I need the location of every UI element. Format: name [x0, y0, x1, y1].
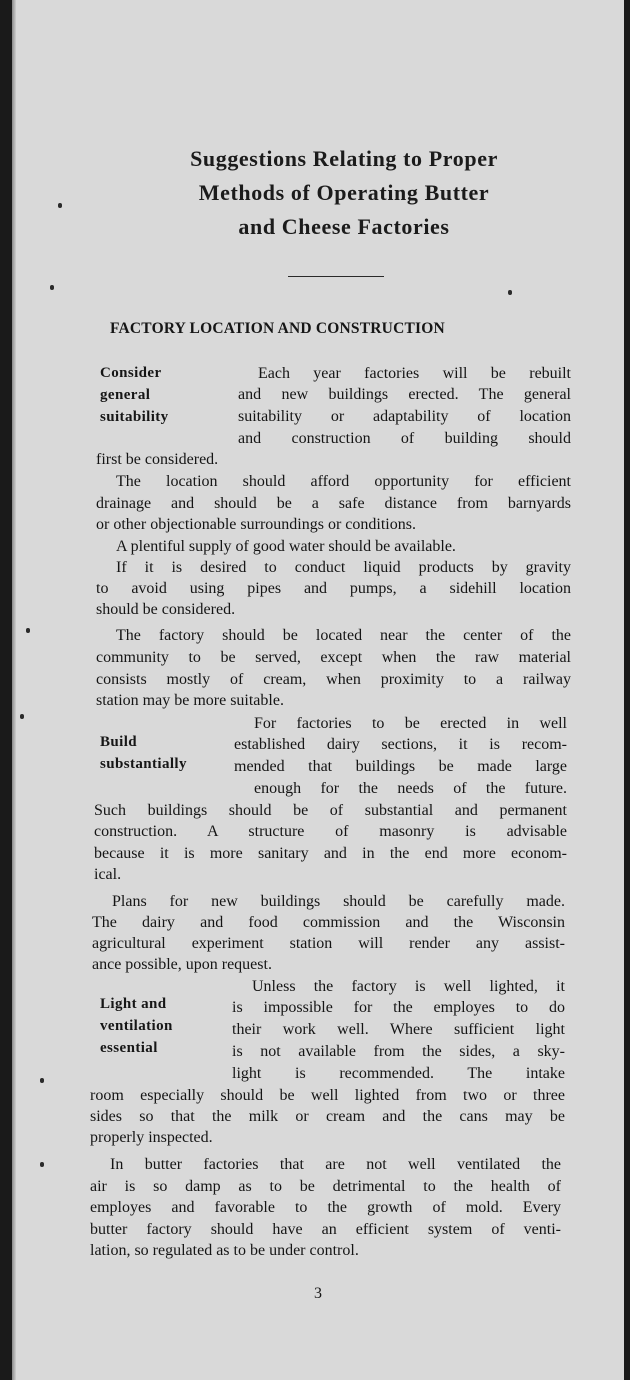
body-line: and construction of building should [238, 430, 571, 447]
body-line: employes and favorable to the growth of mold. Every [90, 1199, 561, 1216]
body-line: Plans for new buildings should be carefully made. [112, 893, 565, 910]
title-line: and Cheese Factories [238, 214, 450, 239]
body-line: Such buildings should be of substantial and permanent [94, 802, 567, 819]
side-heading-line: Build [100, 734, 138, 750]
body-line: properly inspected. [90, 1129, 213, 1146]
body-line: construction. A structure of masonry is advisable [94, 823, 567, 840]
body-line: community to be served, except when the raw material [96, 649, 571, 666]
body-line: mended that buildings be made large [234, 758, 567, 775]
body-line: ical. [94, 866, 122, 883]
body-line: suitability or adaptability of location [238, 408, 571, 425]
body-line: agricultural experiment station will render any assist- [92, 935, 565, 952]
body-line: The dairy and food commission and the Wisconsin [92, 914, 565, 931]
body-line: should be considered. [96, 601, 236, 618]
body-line: to avoid using pipes and pumps, a sidehill location [96, 580, 571, 597]
body-line: In butter factories that are not well ventilated the [110, 1156, 561, 1173]
body-line: established dairy sections, it is recom- [234, 736, 567, 753]
body-line: A plentiful supply of good water should be available. [116, 538, 456, 555]
page-number: 3 [314, 1285, 322, 1302]
body-line: The location should afford opportunity for efficient [116, 473, 571, 490]
body-line: lation, so regulated as to be under control. [90, 1242, 359, 1259]
body-line: Unless the factory is well lighted, it [252, 978, 565, 995]
scan-speck [50, 285, 54, 290]
body-line: station may be more suitable. [96, 692, 284, 709]
side-heading-build-substantially [100, 731, 187, 775]
side-heading-line: substantially [100, 756, 187, 772]
scan-speck [20, 714, 24, 719]
body-line: ance possible, upon request. [92, 956, 272, 973]
section-heading: FACTORY LOCATION AND CONSTRUCTION [110, 320, 445, 337]
body-line: enough for the needs of the future. [254, 780, 567, 797]
side-heading-line: ventilation [100, 1018, 173, 1034]
side-heading-line: Consider [100, 365, 162, 381]
page-edge [12, 0, 16, 1380]
scan-speck [58, 203, 62, 208]
body-line: drainage and should be a safe distance from barnyards [96, 495, 571, 512]
side-heading-light-and-ventilation [100, 993, 173, 1059]
body-line: light is recommended. The intake [232, 1065, 565, 1082]
body-line: is impossible for the employes to do [232, 999, 565, 1016]
body-line: air is so damp as to be detrimental to the health of [90, 1178, 561, 1195]
body-line: Each year factories will be rebuilt [258, 365, 571, 382]
scan-speck [40, 1078, 44, 1083]
scan-speck [40, 1162, 44, 1167]
body-line: For factories to be erected in well [254, 715, 567, 732]
body-line: or other objectionable surroundings or conditions. [96, 516, 416, 533]
body-line: and new buildings erected. The general [238, 386, 571, 403]
body-line: is not available from the sides, a sky- [232, 1043, 565, 1060]
page-title [84, 142, 604, 244]
book-page [12, 0, 624, 1380]
title-divider [288, 276, 384, 277]
title-line: Methods of Operating Butter [198, 180, 490, 205]
body-line: If it is desired to conduct liquid products by gravity [116, 559, 571, 576]
body-line: their work well. Where sufficient light [232, 1021, 565, 1038]
scan-speck [26, 628, 30, 633]
side-heading-line: general [100, 387, 151, 403]
side-heading-line: suitability [100, 409, 169, 425]
title-line: Suggestions Relating to Proper [190, 146, 498, 171]
body-line: first be considered. [96, 451, 219, 468]
side-heading-consider-general-suitability [100, 362, 169, 428]
side-heading-line: essential [100, 1040, 158, 1056]
scan-speck [508, 290, 512, 295]
side-heading-line: Light and [100, 996, 167, 1012]
body-line: room especially should be well lighted from two or three [90, 1087, 565, 1104]
body-line: because it is more sanitary and in the end more econom- [94, 845, 567, 862]
body-line: sides so that the milk or cream and the cans may be [90, 1108, 565, 1125]
body-line: The factory should be located near the center of the [116, 627, 571, 644]
body-line: consists mostly of cream, when proximity to a railway [96, 671, 571, 688]
body-line: butter factory should have an efficient system of venti- [90, 1221, 561, 1238]
